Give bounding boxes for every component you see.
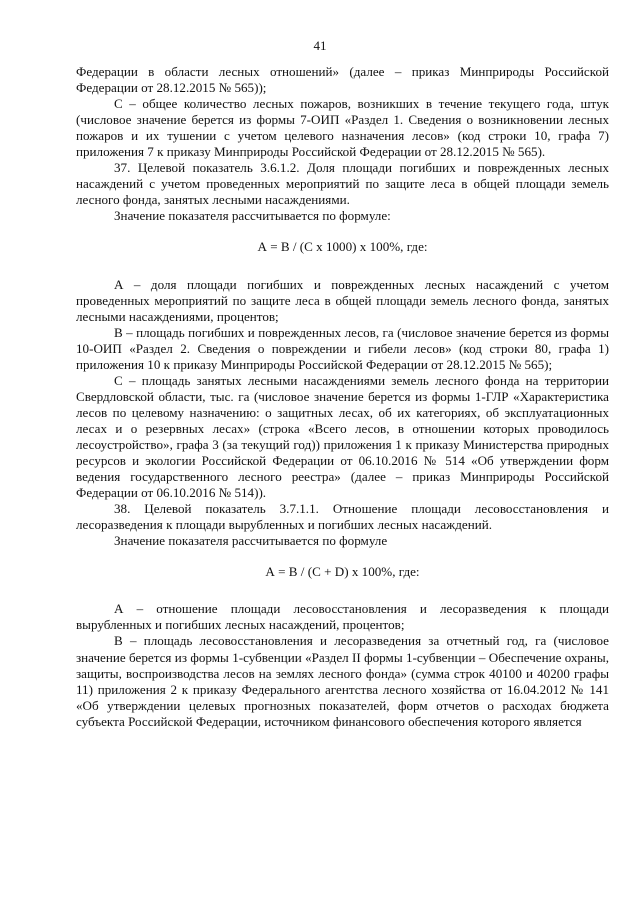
paragraph-indicator-37: 37. Целевой показатель 3.6.1.2. Доля площади погибших и поврежденных лесных насаждений с учетом проведенных мероприятий по защите леса в общей площади земель лесного фонда, занятых лесными насаждениями.	[76, 160, 609, 208]
page-number: 41	[313, 38, 327, 53]
document-body	[76, 64, 609, 730]
paragraph-b-definition: В – площадь лесовосстановления и лесоразведения за отчетный год, га (числовое значение берется из формы 1-субвенции «Раздел II формы 1-субвенции – Обеспечение охраны, защиты, воспроизводства лесов на землях лесного фонда» (сумма строк 40100 и 40200 графы 11) приложения 2 к приказу Федерального агентства лесного хозяйства от 16.04.2012 № 141 «Об утверждении целевых прогнозных показателей, форм отчетов о расходах бюджета субъекта Российской Федерации, источником финансового обеспечения которого является	[76, 633, 609, 729]
formula: А = В / (С + D) х 100%, где:	[265, 564, 420, 580]
paragraph-c-definition: С – площадь занятых лесными насаждениями земель лесного фонда на территории Свердловской области, тыс. га (числовое значение берется из формы 1-ГЛР «Характеристика лесов по целевому назначению: о защитных лесах, об их категориях, об эксплуатационных лесах и о резервных лесах» (строка «Всего лесов, в отношении которых проводилось лесоустройство», графа 3 (за текущий год)) приложения 1 к приказу Министерства природных ресурсов и экологии Российской Федерации от 06.10.2016 № 514 «Об утверждении форм ведения государственного лесного реестра» (далее – приказ Минприроды Российской Федерации от 06.10.2016 № 514)).	[76, 372, 609, 501]
paragraph-indicator-38: 38. Целевой показатель 3.7.1.1. Отношение площади лесовосстановления и лесоразведения к площади вырубленных и погибших лесных насаждений.	[76, 501, 609, 533]
paragraph-a-definition: А – доля площади погибших и поврежденных лесных насаждений с учетом проведенных мероприятий по защите леса в общей площади земель лесного фонда, занятых лесными насаждениями, процентов;	[76, 276, 609, 324]
paragraph-continuation: Федерации в области лесных отношений» (далее – приказ Минприроды Российской Федерации от 28.12.2015 № 565));	[76, 64, 609, 96]
paragraph-formula-intro: Значение показателя рассчитывается по формуле:	[114, 208, 391, 224]
formula: А = В / (С х 1000) х 100%, где:	[257, 239, 428, 255]
paragraph-a-definition: А – отношение площади лесовосстановления и лесоразведения к площади вырубленных и погибших лесных насаждений, процентов;	[76, 601, 609, 633]
paragraph-c-definition: С – общее количество лесных пожаров, возникших в течение текущего года, штук (числовое значение берется из формы 7-ОИП «Раздел 1. Сведения о возникновении лесных пожаров и их тушении с учетом целевого назначения лесов» (код строки 10, графа 7) приложения 7 к приказу Минприроды Российской Федерации от 28.12.2015 № 565).	[76, 96, 609, 160]
paragraph-formula-intro: Значение показателя рассчитывается по формуле	[114, 533, 388, 549]
paragraph-b-definition: В – площадь погибших и поврежденных лесов, га (числовое значение берется из формы 10-ОИП «Раздел 2. Сведения о повреждении и гибели лесов» (код строки 80, графа 1) приложения 10 к приказу Минприроды Российской Федерации от 28.12.2015 № 565);	[76, 324, 609, 372]
